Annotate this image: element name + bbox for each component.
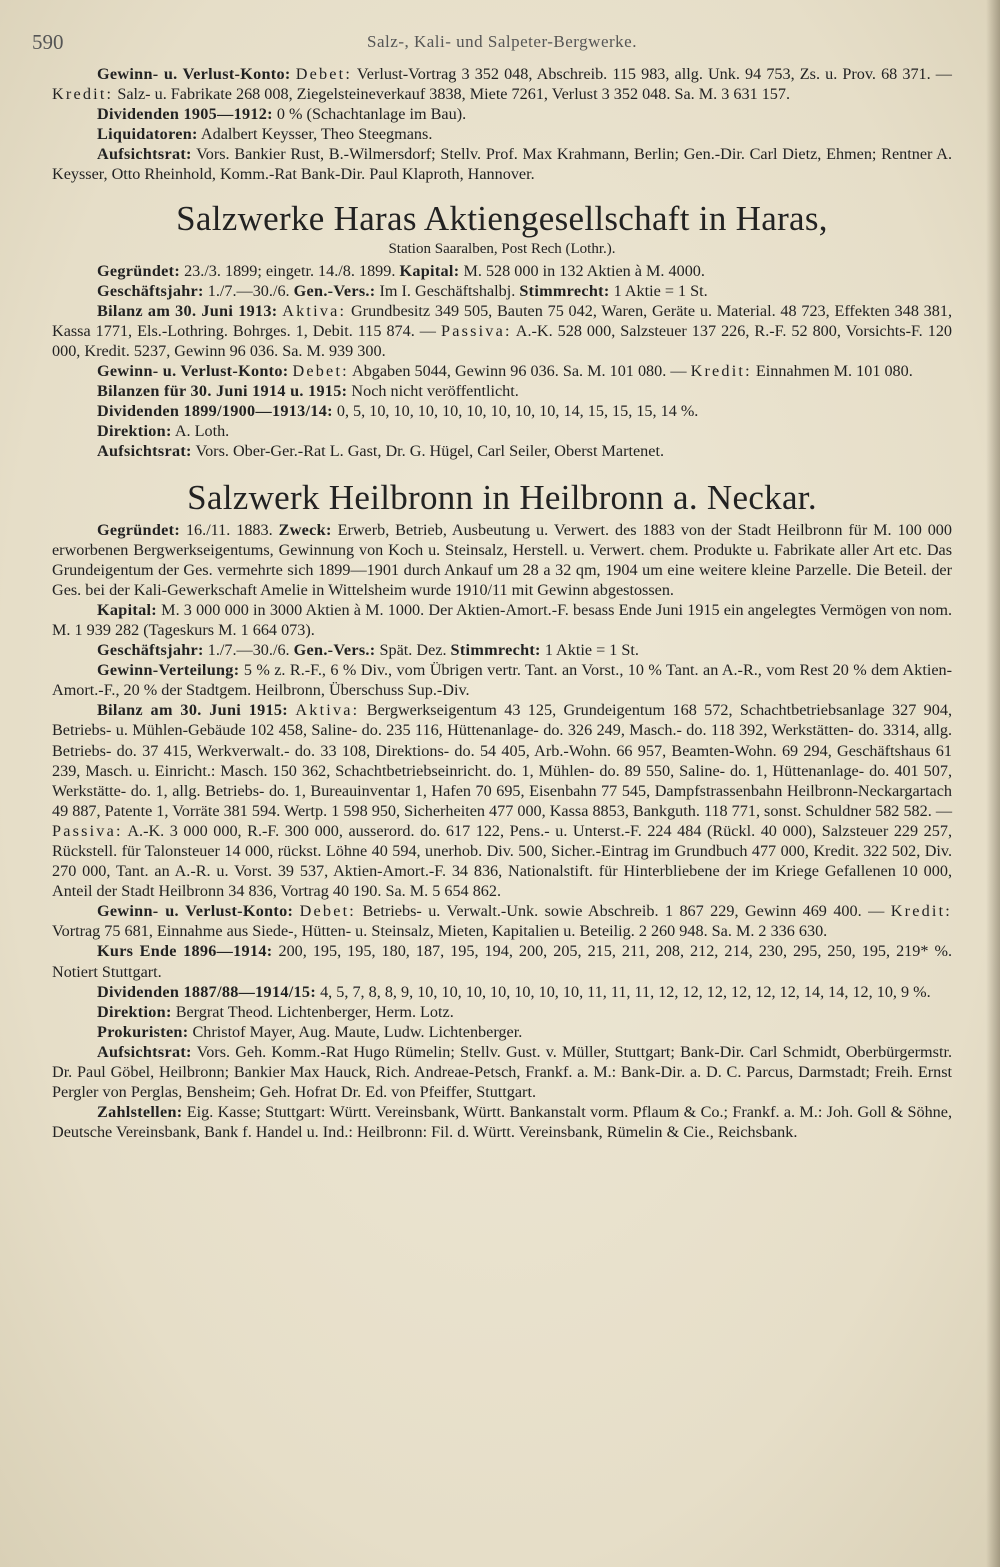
field-label: Gen.-Vers.: <box>293 281 376 300</box>
profit-loss-paragraph <box>52 901 952 941</box>
field-label: Gegründet: <box>97 261 181 280</box>
field-text: Bergrat Theod. Lichtenberger, Herm. Lotz. <box>175 1002 454 1021</box>
field-label: Stimmrecht: <box>450 641 541 660</box>
liquidators-paragraph <box>52 124 952 144</box>
field-label: Kapital: <box>97 600 157 619</box>
field-text: 5 % z. R.-F., 6 % Div., vom Übrigen vertr. Tant. an Vorst., 10 % Tant. an A.-R., vom Rest 20 % dem Aktien-Amort.-F., 20 % der Stadtgem. Heilbronn, Überschuss Sup.-Div. <box>52 661 952 700</box>
field-text: A.-K. 3 000 000, R.-F. 300 000, ausserord. do. 617 122, Pens.- u. Unterst.-F. 224 484 (Rückl. 40 000), Salzsteuer 229 257, Rückstell. für Talonsteuer 14 000, rückst. Löhne 40 594, unerhob. Div. 500, Sicher.-Eintrag im Grundbuch 477 000, Kredit. 322 502, Div. 270 000, Tant. an A.-R. u. Vorst. 39 537, Aktien-Amort.-F. 34 836, Nationalstift. für Hinterbliebene der im Kriege Gefallenen 10 000, Anteil der Stadt Heilbronn 34 836, Vortrag 40 190. Sa. M. 5 654 862. <box>52 821 952 901</box>
field-label: Bilanzen für 30. Juni 1914 u. 1915: <box>97 382 348 401</box>
supervisory-board-paragraph <box>52 144 952 184</box>
balance-sheet-paragraph <box>52 301 952 361</box>
field-label: Kurs Ende 1896—1914: <box>97 942 273 961</box>
kredit-label: Kredit: <box>690 362 752 381</box>
field-text: Spät. Dez. <box>379 641 447 660</box>
field-label: Geschäftsjahr: <box>97 281 204 300</box>
fiscal-year-paragraph <box>52 640 952 660</box>
dividends-paragraph <box>52 982 952 1002</box>
field-label: Zahlstellen: <box>97 1103 183 1122</box>
paying-agents-paragraph <box>52 1102 952 1142</box>
field-label: Bilanz am 30. Juni 1915: <box>97 701 289 720</box>
profit-distribution-paragraph <box>52 660 952 700</box>
field-label: Aufsichtsrat: <box>97 145 192 164</box>
field-label: Kapital: <box>399 261 460 280</box>
debet-label: Debet: <box>292 362 349 381</box>
field-label: Liquidatoren: <box>97 125 198 144</box>
field-label: Stimmrecht: <box>519 281 610 300</box>
share-price-paragraph <box>52 941 952 981</box>
passiva-label: Passiva: <box>441 321 512 340</box>
profit-loss-paragraph <box>52 361 952 381</box>
dividends-paragraph <box>52 104 952 124</box>
field-label: Gewinn- u. Verlust-Konto: <box>97 902 294 921</box>
kredit-label: Kredit: <box>890 902 952 921</box>
company-title-heilbronn: Salzwerk Heilbronn in Heilbronn a. Neckar. <box>187 477 817 517</box>
passiva-label: Passiva: <box>52 821 123 840</box>
field-label: Bilanz am 30. Juni 1913: <box>97 301 278 320</box>
running-head <box>32 30 952 64</box>
field-label: Gen.-Vers.: <box>293 641 376 660</box>
field-label: Dividenden 1905—1912: <box>97 105 273 124</box>
field-text: 1 Aktie = 1 St. <box>613 281 708 300</box>
field-label: Dividenden 1887/88—1914/15: <box>97 982 317 1001</box>
entry-previous-company <box>52 64 952 185</box>
field-text: 0, 5, 10, 10, 10, 10, 10, 10, 10, 10, 14, 15, 15, 15, 14 %. <box>336 402 699 421</box>
field-label: Direktion: <box>97 1002 172 1021</box>
field-text: Erwerb, Betrieb, Ausbeutung u. Verwert. des 1883 von der Stadt Heilbronn für M. 100 000 erworbenen Bergwerkseigentums, Gewinnung von Koch u. Steinsalz, Herstell. u. Verwert. chem. Produkte u. Fabrikate aller Art etc. Das Grundeigentum der Ges. vermehrte sich 1899—1901 durch Ankauf um 28 a 32 qm, 1904 um eine weitere kleine Parzelle. Die Beteil. der Ges. bei der Kali-Gewerkschaft Amelie in Wittelsheim wurde 1910/11 mit Gewinn abgestossen. <box>52 520 952 599</box>
field-text: Adalbert Keysser, Theo Steegmans. <box>200 125 433 144</box>
field-text: Bergwerkseigentum 43 125, Grundeigentum 168 572, Schachtbetriebsanlage 327 904, Betriebs- u. Mühlen-Gebäude 102 458, Saline- do. 235 116, Hüttenanlage- do. 326 249, Masch.- do. 118 392, Werkstätten- do. 3314, allg. Betriebs- do. 37 415, Werkverwalt.- do. 33 108, Direktions- do. 54 405, Arb.-Wohn. 66 957, Beamten-Wohn. 69 294, Geschäftshaus 61 239, Masch. u. Einricht.: Masch. 150 362, Schachtbetriebseinricht. do. 1, Mühlen- do. 89 550, Saline- do. 1, Hüttenanlage- do. 401 507, Werkstätte- do. 1, allg. Betriebs- do. 1, Bureauinventar 1, Hafen 70 695, Eisenbahn 77 545, Dampfstrassenbahn Heilbronn-Neckargartach 49 887, Patente 1, Vorräte 381 594. Wertp. 1 598 950, Sicherheiten 477 000, Kassa 8853, Bankguth. 118 771, sonst. Schuldner 582 582. — <box>52 701 953 820</box>
field-text: 200, 195, 195, 180, 187, 195, 194, 200, 205, 215, 211, 208, 212, 214, 230, 295, 250, 195, 219* %. Notiert Stuttgart. <box>52 942 953 981</box>
field-label: Gewinn-Verteilung: <box>97 661 240 680</box>
field-text: 23./3. 1899; eingetr. 14./8. 1899. <box>184 261 396 280</box>
field-text: Vors. Ober-Ger.-Rat L. Gast, Dr. G. Hügel, Carl Seiler, Oberst Martenet. <box>195 442 664 461</box>
field-label: Direktion: <box>97 422 172 441</box>
supervisory-board-paragraph <box>52 1042 952 1102</box>
field-text: Eig. Kasse; Stuttgart: Württ. Vereinsbank, Württ. Bankanstalt vorm. Pflaum & Co.; Frankf. a. M.: Joh. Goll & Söhne, Deutsche Vereinsbank, Bank f. Handel u. Ind.: Heilbronn: Fil. d. Württ. Vereinsbank, Rümelin & Cie., Reichsbank. <box>52 1103 952 1142</box>
field-label: Geschäftsjahr: <box>97 641 204 660</box>
field-text: Abgaben 5044, Gewinn 96 036. Sa. M. 101 080. — <box>352 362 687 381</box>
field-label: Gewinn- u. Verlust-Konto: <box>97 65 291 83</box>
field-label: Aufsichtsrat: <box>97 442 192 461</box>
management-paragraph <box>52 421 952 441</box>
field-text: A.-K. 528 000, Salzsteuer 137 226, R.-F. 52 800, Vorsichts-F. 120 000, Kredit. 5237, Gewinn 96 036. Sa. M. 939 300. <box>52 321 953 360</box>
field-text: Einnahmen M. 101 080. <box>755 362 913 381</box>
field-text: Vors. Bankier Rust, B.-Wilmersdorf; Stellv. Prof. Max Krahmann, Berlin; Gen.-Dir. Carl Dietz, Ehmen; Rentner A. Keysser, Otto Rheinhold, Komm.-Rat Bank-Dir. Paul Klaproth, Hannover. <box>52 145 952 184</box>
field-text: 16./11. 1883. <box>185 520 273 539</box>
balance-sheet-paragraph <box>52 700 952 901</box>
page-number: 590 <box>32 30 64 54</box>
aktiva-label: Aktiva: <box>282 301 347 320</box>
field-label: Dividenden 1899/1900—1913/14: <box>97 402 333 421</box>
field-label: Prokuristen: <box>97 1022 189 1041</box>
capital-paragraph <box>52 600 952 640</box>
field-text: Vortrag 75 681, Einnahme aus Siede-, Hütten- u. Steinsalz, Mieten, Kapitalien u. Beteilig. 2 260 948. Sa. M. 2 336 630. <box>52 922 828 941</box>
field-text: Grundbesitz 349 505, Bauten 75 042, Waren, Geräte u. Material. 48 723, Effekten 348 381, Kassa 1771, Els.-Lothring. Bohrges. 1, Debit. 115 874. — <box>52 301 952 340</box>
debet-label: Debet: <box>295 65 353 83</box>
page-spine-shadow <box>986 0 1000 1567</box>
balance-later-paragraph <box>52 381 952 401</box>
field-text: 4, 5, 7, 8, 8, 9, 10, 10, 10, 10, 10, 10, 10, 11, 11, 11, 12, 12, 12, 12, 12, 12, 14, 14, 12, 10, 9 %. <box>320 982 931 1001</box>
authorized-signatories-paragraph <box>52 1022 952 1042</box>
field-label: Gewinn- u. Verlust-Konto: <box>97 362 289 381</box>
running-title: Salz-, Kali- und Salpeter-Bergwerke. <box>367 32 637 51</box>
management-paragraph <box>52 1002 952 1022</box>
supervisory-board-paragraph <box>52 441 952 461</box>
field-text: A. Loth. <box>174 422 230 441</box>
debet-label: Debet: <box>299 902 356 921</box>
field-label: Zweck: <box>278 520 332 539</box>
field-label: Aufsichtsrat: <box>97 1042 192 1061</box>
field-text: 0 % (Schachtanlage im Bau). <box>276 105 467 124</box>
founded-purpose-paragraph <box>52 520 952 600</box>
field-text: M. 3 000 000 in 3000 Aktien à M. 1000. Der Aktien-Amort.-F. besass Ende Juni 1915 ein angelegtes Vermögen von nom. M. 1 939 282 (Tageskurs M. 1 664 073). <box>52 600 952 639</box>
field-text: 1./7.—30./6. <box>207 281 290 300</box>
profit-loss-paragraph <box>52 64 952 104</box>
field-text: Noch nicht veröffentlicht. <box>351 382 519 401</box>
entry-heilbronn <box>52 520 952 1143</box>
field-text: Vors. Geh. Komm.-Rat Hugo Rümelin; Stellv. Gust. v. Müller, Stuttgart; Bank-Dir. Carl Schmidt, Oberbürgermstr. Dr. Paul Göbel, Heilbronn; Bankier Max Hauck, Rich. Andreae-Petsch, Frankf. a. M.: Bank-Dir. a. D. C. Parcus, Darmstadt; Freih. Ernst Pergler von Perglas, Bensheim; Geh. Hofrat Dr. Ed. von Pfeiffer, Stuttgart. <box>52 1042 952 1102</box>
field-text: Betriebs- u. Verwalt.-Unk. sowie Abschreib. 1 867 229, Gewinn 469 400. — <box>362 902 885 921</box>
aktiva-label: Aktiva: <box>295 701 360 720</box>
field-text: Christof Mayer, Aug. Maute, Ludw. Lichtenberger. <box>192 1022 523 1041</box>
field-text: M. 528 000 in 132 Aktien à M. 4000. <box>463 261 705 280</box>
company-title-haras: Salzwerke Haras Aktiengesellschaft in Haras, <box>176 198 828 238</box>
entry-haras <box>52 261 952 462</box>
field-text: 1./7.—30./6. <box>207 641 290 660</box>
founded-capital-paragraph <box>52 261 952 281</box>
field-text: 1 Aktie = 1 St. <box>544 641 639 660</box>
fiscal-year-paragraph <box>52 281 952 301</box>
company-subtitle-haras: Station Saaralben, Post Rech (Lothr.). <box>388 240 616 257</box>
field-text: Im I. Geschäftshalbj. <box>379 281 516 300</box>
dividends-paragraph <box>52 401 952 421</box>
kredit-label: Kredit: <box>52 85 114 104</box>
field-text: Verlust-Vortrag 3 352 048, Abschreib. 115 983, allg. Unk. 94 753, Zs. u. Prov. 68 371. — <box>356 65 952 83</box>
field-label: Gegründet: <box>97 520 181 539</box>
field-text: Salz- u. Fabrikate 268 008, Ziegelsteineverkauf 3838, Miete 7261, Verlust 3 352 048. Sa. M. 3 631 157. <box>117 85 791 104</box>
